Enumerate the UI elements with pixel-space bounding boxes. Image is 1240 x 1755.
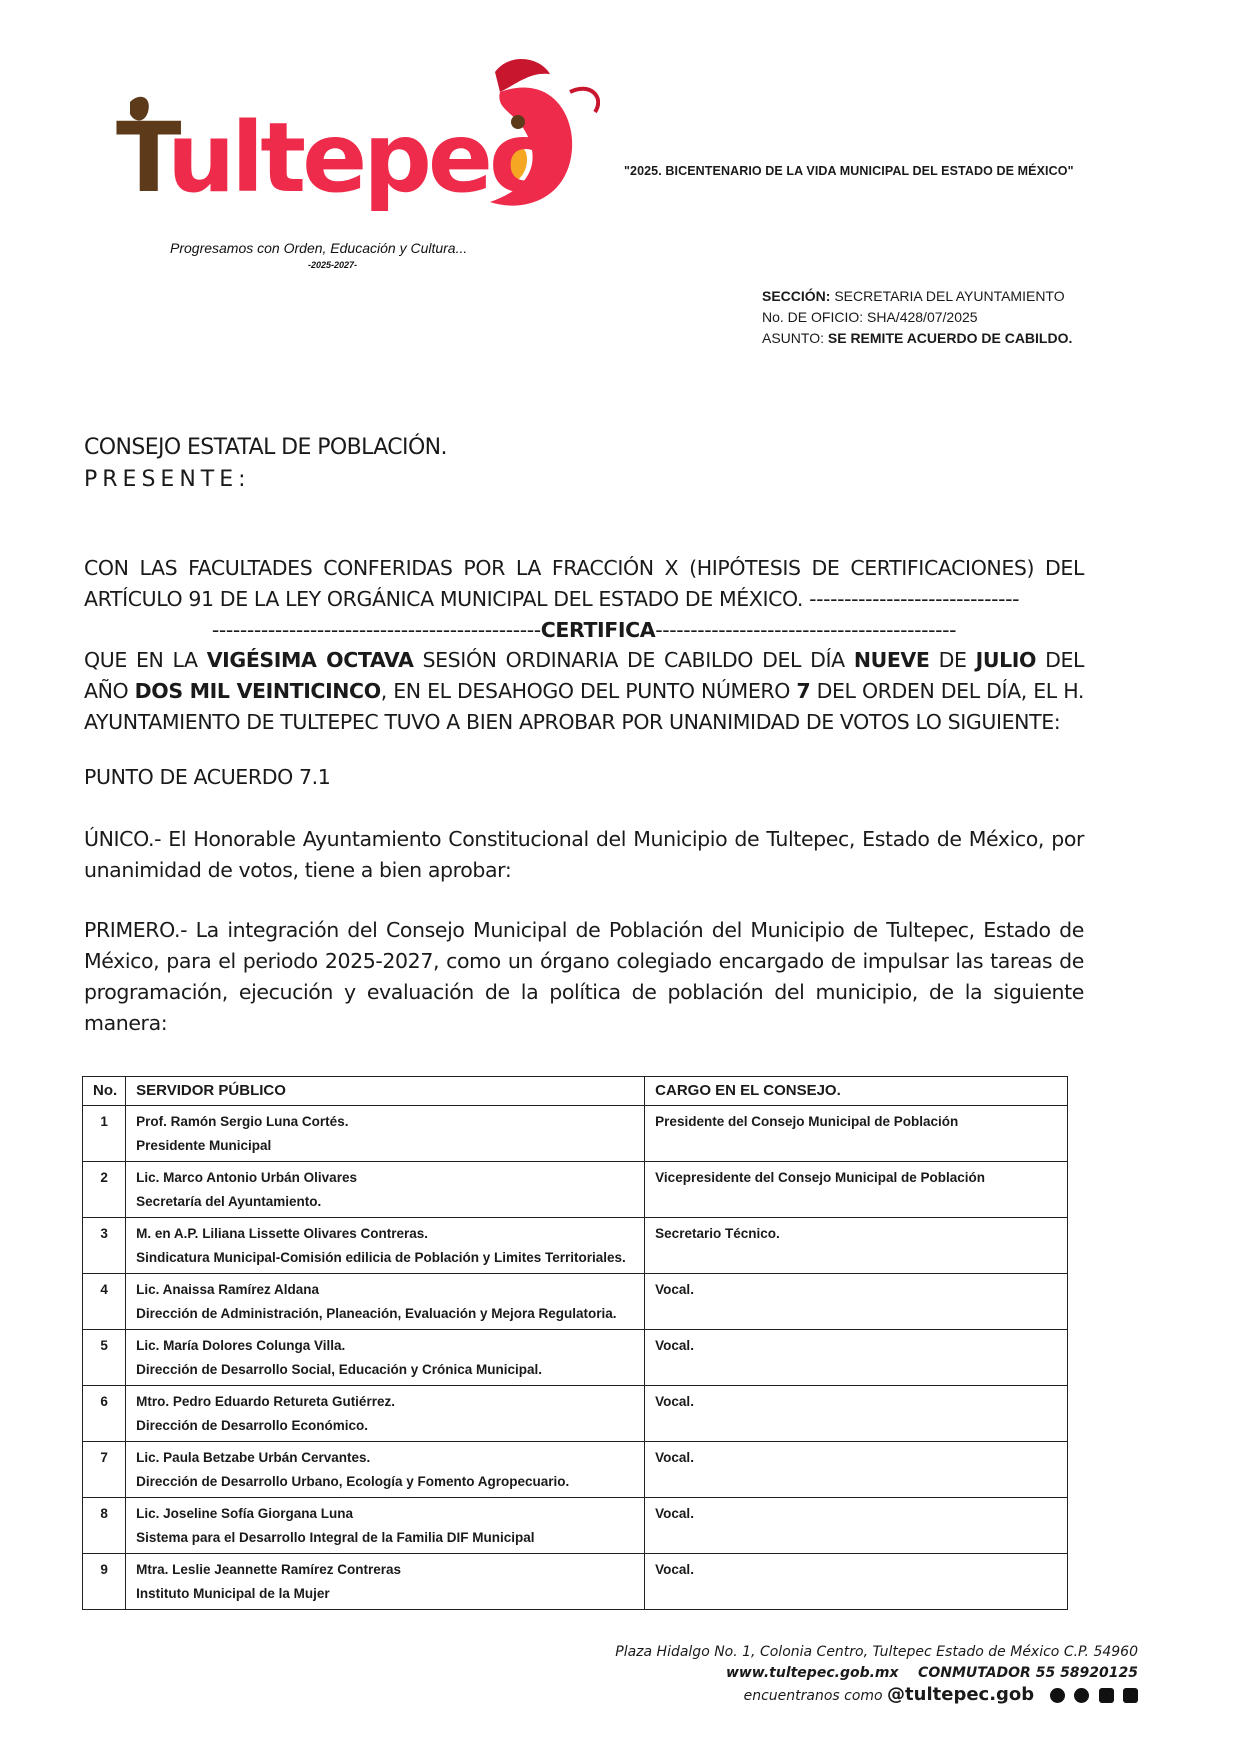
footer-phone: CONMUTADOR 55 58920125	[918, 1665, 1138, 1681]
col-header-cargo: CARGO EN EL CONSEJO.	[645, 1077, 1068, 1106]
member-number: 1	[83, 1106, 126, 1162]
session-number: VIGÉSIMA OCTAVA	[206, 648, 414, 672]
section-value: SECRETARIA DEL AYUNTAMIENTO	[834, 288, 1065, 304]
subject-value: SE REMITE ACUERDO DE CABILDO.	[827, 330, 1073, 346]
member-name: Lic. Marco Antonio Urbán Olivares	[136, 1170, 357, 1185]
member-cargo: Secretario Técnico.	[645, 1218, 1068, 1274]
member-cargo: Presidente del Consejo Municipal de Población	[645, 1106, 1068, 1162]
member-cell	[126, 1554, 645, 1610]
member-area: Dirección de Desarrollo Social, Educación y Crónica Municipal.	[136, 1362, 543, 1377]
member-number: 4	[83, 1274, 126, 1330]
certifica-heading: CERTIFICA	[540, 618, 656, 642]
addressee-name: CONSEJO ESTATAL DE POBLACIÓN.	[84, 435, 447, 460]
member-area: Sistema para el Desarrollo Integral de la Familia DIF Municipal	[136, 1530, 535, 1545]
session-day: NUEVE	[853, 648, 930, 672]
table-row	[83, 1274, 1068, 1330]
intro-dashes: ------------------------------	[809, 587, 1020, 611]
table-row	[83, 1554, 1068, 1610]
col-header-servidor: SERVIDOR PÚBLICO	[126, 1077, 645, 1106]
member-name: M. en A.P. Liliana Lissette Olivares Contreras.	[136, 1226, 429, 1241]
member-cell	[126, 1106, 645, 1162]
member-cargo: Vocal.	[645, 1498, 1068, 1554]
cert-text: DEL AÑO	[84, 648, 1085, 703]
footer-find-us: encuentranos como	[743, 1688, 883, 1704]
council-members-table	[82, 1076, 1068, 1610]
member-name: Lic. María Dolores Colunga Villa.	[136, 1338, 346, 1353]
member-name: Lic. Joseline Sofía Giorgana Luna	[136, 1506, 353, 1521]
facebook-icon[interactable]	[1050, 1688, 1065, 1703]
footer-website[interactable]: www.tultepec.gob.mx	[725, 1665, 899, 1681]
section-label: SECCIÓN:	[762, 288, 831, 304]
member-area: Presidente Municipal	[136, 1138, 272, 1153]
table-header-row	[83, 1077, 1068, 1106]
member-cell	[126, 1386, 645, 1442]
certification-paragraph	[84, 645, 1084, 738]
cert-text: QUE EN LA	[84, 648, 207, 672]
member-area: Dirección de Desarrollo Económico.	[136, 1418, 368, 1433]
member-area: Instituto Municipal de la Mujer	[136, 1586, 330, 1601]
table-row	[83, 1386, 1068, 1442]
footer-web-phone	[615, 1663, 1138, 1684]
table-row	[83, 1162, 1068, 1218]
member-cell	[126, 1218, 645, 1274]
logo-wordmark: Tultepec	[116, 102, 542, 214]
logo-period: -2025-2027-	[308, 260, 358, 270]
member-area: Dirección de Desarrollo Urbano, Ecología y Fomento Agropecuario.	[136, 1474, 570, 1489]
year-motto: "2025. BICENTENARIO DE LA VIDA MUNICIPAL DEL ESTADO DE MÉXICO"	[624, 164, 1074, 178]
member-name: Mtra. Leslie Jeannette Ramírez Contreras	[136, 1562, 402, 1577]
member-number: 8	[83, 1498, 126, 1554]
member-number: 2	[83, 1162, 126, 1218]
subject-label: ASUNTO:	[762, 330, 824, 346]
logo-slogan: Progresamos con Orden, Educación y Cultura...	[170, 240, 468, 256]
oficio-value: SHA/428/07/2025	[867, 309, 978, 325]
intro-paragraph	[84, 553, 1084, 615]
youtube-icon[interactable]	[1099, 1688, 1114, 1703]
document-references	[762, 286, 1072, 349]
social-icons	[1045, 1686, 1138, 1707]
section-ref	[762, 286, 1072, 307]
table-row	[83, 1218, 1068, 1274]
member-cell	[126, 1498, 645, 1554]
certifica-dashes-left: -----------------------------------------------	[211, 618, 541, 642]
cert-text: SESIÓN ORDINARIA DE CABILDO DEL DÍA	[413, 648, 854, 672]
agenda-point: 7	[796, 679, 811, 703]
oficio-label: No. DE OFICIO:	[762, 309, 864, 325]
addressee-block	[84, 432, 447, 496]
primero-paragraph: PRIMERO.- La integración del Consejo Municipal de Población del Municipio de Tultepec, Estado de México, para el periodo 2025-2027, como un órgano colegiado encargado de impulsar las tareas de programación, ejecución y evaluación de la política de población del municipio, de la siguiente manera:	[84, 918, 1084, 1035]
cert-text: , EN EL DESAHOGO DEL PUNTO NÚMERO	[380, 679, 797, 703]
member-cargo: Vicepresidente del Consejo Municipal de Población	[645, 1162, 1068, 1218]
intro-text: CON LAS FACULTADES CONFERIDAS POR LA FRACCIÓN X (HIPÓTESIS DE CERTIFICACIONES) DEL ARTÍCULO 91 DE LA LEY ORGÁNICA MUNICIPAL DEL ESTADO DE MÉXICO.	[84, 556, 1084, 611]
member-cargo: Vocal.	[645, 1330, 1068, 1386]
member-number: 9	[83, 1554, 126, 1610]
member-name: Mtro. Pedro Eduardo Retureta Gutiérrez.	[136, 1394, 395, 1409]
member-number: 6	[83, 1386, 126, 1442]
member-cargo: Vocal.	[645, 1386, 1068, 1442]
footer-contact	[615, 1642, 1138, 1707]
session-month: JULIO	[975, 648, 1036, 672]
footer-handle[interactable]: @tultepec.gob	[887, 1684, 1035, 1705]
member-cell	[126, 1162, 645, 1218]
subject-ref	[762, 328, 1072, 349]
member-number: 5	[83, 1330, 126, 1386]
table-row	[83, 1106, 1068, 1162]
member-cell	[126, 1330, 645, 1386]
table-row	[83, 1498, 1068, 1554]
certifica-line	[84, 615, 1084, 646]
instagram-icon[interactable]	[1123, 1688, 1138, 1703]
member-area: Sindicatura Municipal-Comisión edilicia de Población y Limites Territoriales.	[136, 1250, 626, 1265]
member-cell	[126, 1442, 645, 1498]
member-name: Prof. Ramón Sergio Luna Cortés.	[136, 1114, 349, 1129]
oficio-ref	[762, 307, 1072, 328]
municipal-logo	[100, 52, 600, 270]
member-cell	[126, 1274, 645, 1330]
punto-acuerdo-heading: PUNTO DE ACUERDO 7.1	[84, 765, 331, 789]
member-name: Lic. Paula Betzabe Urbán Cervantes.	[136, 1450, 371, 1465]
unico-paragraph: ÚNICO.- El Honorable Ayuntamiento Constitucional del Municipio de Tultepec, Estado de México, por unanimidad de votos, tiene a bien aprobar:	[84, 827, 1084, 882]
member-number: 3	[83, 1218, 126, 1274]
member-name: Lic. Anaissa Ramírez Aldana	[136, 1282, 319, 1297]
col-header-no: No.	[83, 1077, 126, 1106]
cert-text: DE	[929, 648, 976, 672]
certifica-dashes-right: -------------------------------------------	[655, 618, 957, 642]
member-cargo: Vocal.	[645, 1442, 1068, 1498]
session-year: DOS MIL VEINTICINCO	[134, 679, 381, 703]
x-icon[interactable]	[1074, 1688, 1089, 1703]
member-area: Dirección de Administración, Planeación, Evaluación y Mejora Regulatoria.	[136, 1306, 617, 1321]
member-area: Secretaría del Ayuntamiento.	[136, 1194, 322, 1209]
footer-address: Plaza Hidalgo No. 1, Colonia Centro, Tultepec Estado de México C.P. 54960	[615, 1644, 1138, 1660]
member-number: 7	[83, 1442, 126, 1498]
member-cargo: Vocal.	[645, 1554, 1068, 1610]
table-row	[83, 1442, 1068, 1498]
presente-label: PRESENTE:	[84, 467, 251, 492]
member-cargo: Vocal.	[645, 1274, 1068, 1330]
footer-social	[615, 1684, 1138, 1707]
cert-text: DEL ORDEN DEL DÍA, EL H. AYUNTAMIENTO DE TULTEPEC TUVO A BIEN APROBAR POR UNANIMIDAD DE VOTOS LO SIGUIENTE:	[84, 679, 1084, 734]
table-row	[83, 1330, 1068, 1386]
